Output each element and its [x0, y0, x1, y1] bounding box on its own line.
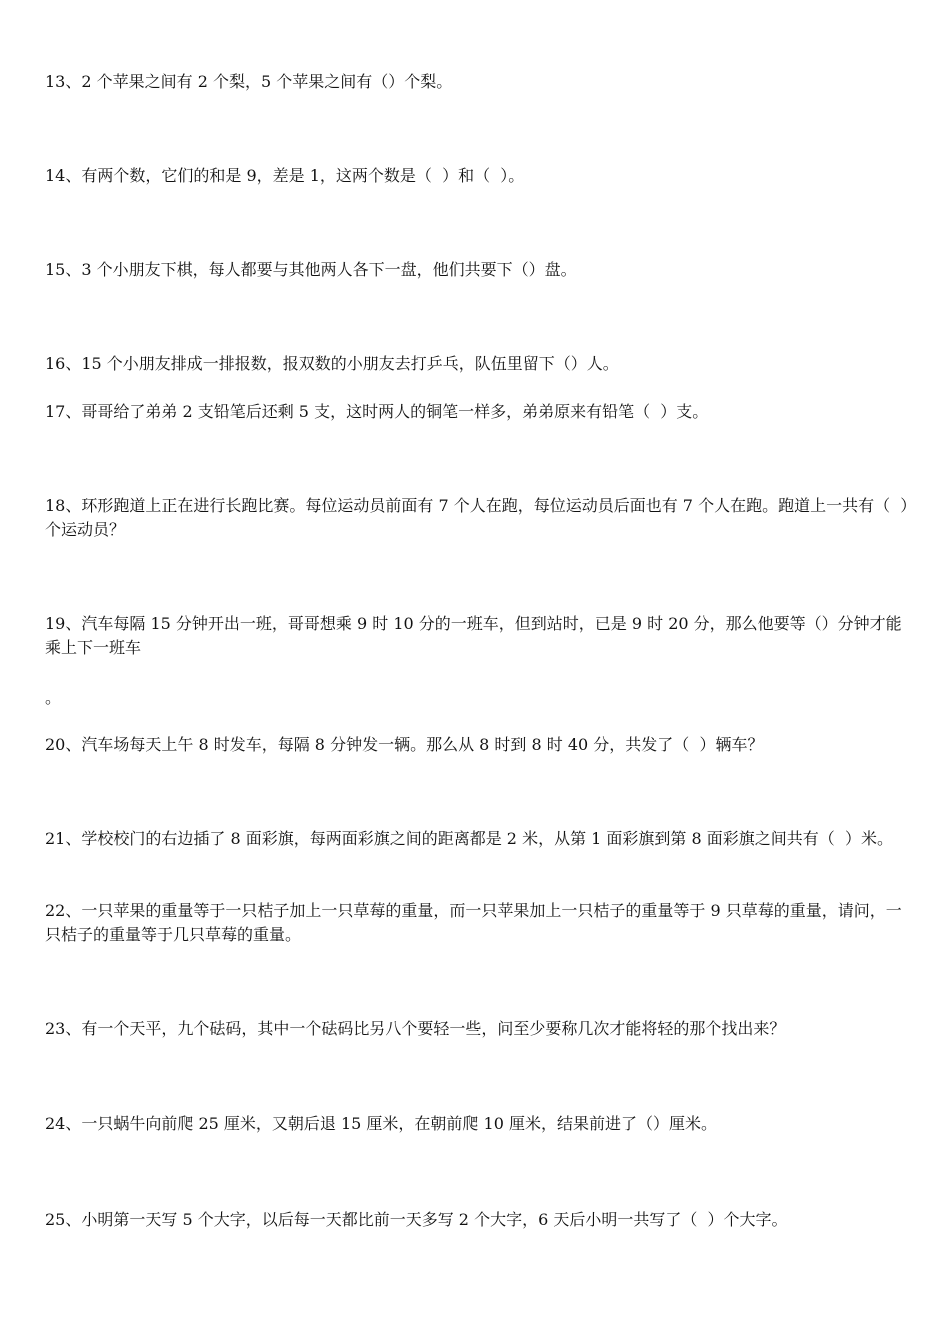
question-19: 19、汽车每隔 15 分钟开出一班，哥哥想乘 9 时 10 分的一班车，但到站时，已是 9 时 20 分，那么他要等（）分钟才能乘上下一班车 [45, 614, 902, 657]
question-16: 16、15 个小朋友排成一排报数，报双数的小朋友去打乒乓，队伍里留下（）人。 [45, 354, 619, 373]
question-14: 14、有两个数，它们的和是 9，差是 1，这两个数是（ ）和（ ）。 [45, 166, 525, 185]
question-20: 20、汽车场每天上午 8 时发车，每隔 8 分钟发一辆。那么从 8 时到 8 时 40 分，共发了（ ）辆车？ [45, 735, 764, 754]
question-19-trailing-mark: 。 [45, 688, 62, 707]
question-18: 18、环形跑道上正在进行长跑比赛。每位运动员前面有 7 个人在跑，每位运动员后面也有 7 个人在跑。跑道上一共有（ ）个运动员？ [45, 496, 909, 539]
question-24: 24、一只蜗牛向前爬 25 厘米，又朝后退 15 厘米，在朝前爬 10 厘米，结果前进了（）厘米。 [45, 1114, 717, 1133]
question-23: 23、有一个天平，九个砝码，其中一个砝码比另八个要轻一些，问至少要称几次才能将轻的那个找出来？ [45, 1019, 786, 1038]
question-13: 13、2 个苹果之间有 2 个梨，5 个苹果之间有（）个梨。 [45, 72, 453, 91]
question-15: 15、3 个小朋友下棋，每人都要与其他两人各下一盘，他们共要下（）盘。 [45, 260, 577, 279]
question-21: 21、学校校门的右边插了 8 面彩旗，每两面彩旗之间的距离都是 2 米，从第 1 面彩旗到第 8 面彩旗之间共有（ ）米。 [45, 829, 893, 848]
question-17: 17、哥哥给了弟弟 2 支铅笔后还剩 5 支，这时两人的铜笔一样多，弟弟原来有铅笔（ ）支。 [45, 402, 709, 421]
question-22: 22、一只苹果的重量等于一只桔子加上一只草莓的重量，而一只苹果加上一只桔子的重量等于 9 只草莓的重量，请问，一只桔子的重量等于几只草莓的重量。 [45, 901, 902, 944]
question-25: 25、小明第一天写 5 个大字，以后每一天都比前一天多写 2 个大字，6 天后小明一共写了（ ）个大字。 [45, 1210, 788, 1229]
